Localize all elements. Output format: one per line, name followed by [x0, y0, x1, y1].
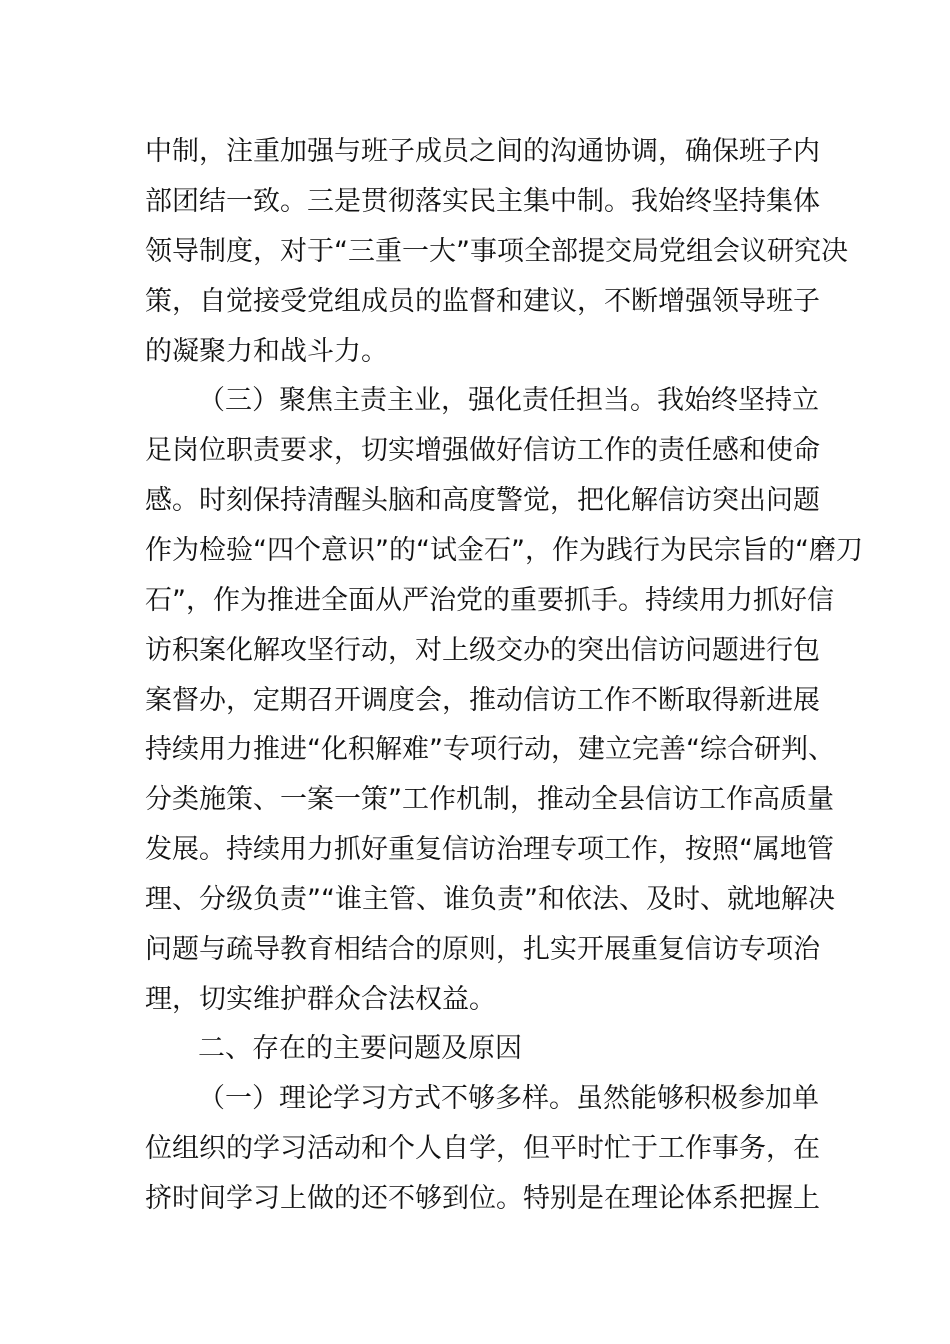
section-lead-line: （一）理论学习方式不够多样。虽然能够积极参加单 [198, 1083, 819, 1114]
body-text-line: 发展。持续用力抓好重复信访治理专项工作，按照“属地管 [145, 834, 834, 865]
section-lead-line: （三）聚焦主责主业，强化责任担当。我始终坚持立 [198, 385, 819, 416]
body-text-line: 石”，作为推进全面从严治党的重要抓手。持续用力抓好信 [145, 585, 834, 616]
body-text-line: 理、分级负责”“谁主管、谁负责”和依法、及时、就地解决 [145, 884, 835, 915]
body-text-line: 案督办，定期召开调度会，推动信访工作不断取得新进展 [145, 685, 820, 716]
body-text-line: 足岗位职责要求，切实增强做好信访工作的责任感和使命 [145, 435, 820, 466]
body-text-line: 感。时刻保持清醒头脑和高度警觉，把化解信访突出问题 [145, 485, 820, 516]
body-text-line: 持续用力推进“化积解难”专项行动，建立完善“综合研判、 [145, 734, 835, 765]
body-text-line: 理，切实维护群众合法权益。 [145, 984, 496, 1015]
body-text-line: 部团结一致。三是贯彻落实民主集中制。我始终坚持集体 [145, 186, 820, 217]
body-text-line: 访积案化解攻坚行动，对上级交办的突出信访问题进行包 [145, 635, 820, 666]
body-text-line: 策，自觉接受党组成员的监督和建议，不断增强领导班子 [145, 286, 820, 317]
section-heading: 二、存在的主要问题及原因 [198, 1033, 522, 1064]
body-text-line: 的凝聚力和战斗力。 [145, 336, 388, 367]
body-text-line: 问题与疏导教育相结合的原则，扎实开展重复信访专项治 [145, 934, 820, 965]
body-text-line: 挤时间学习上做的还不够到位。特别是在理论体系把握上 [145, 1183, 820, 1214]
body-text-line: 位组织的学习活动和个人自学，但平时忙于工作事务，在 [145, 1133, 820, 1164]
body-text-line: 领导制度，对于“三重一大”事项全部提交局党组会议研究决 [145, 236, 848, 267]
body-text-line: 分类施策、一案一策”工作机制，推动全县信访工作高质量 [145, 784, 834, 815]
body-text-line: 作为检验“四个意识”的“试金石”，作为践行为民宗旨的“磨刀 [145, 535, 863, 566]
body-text-line: 中制，注重加强与班子成员之间的沟通协调，确保班子内 [145, 136, 820, 167]
